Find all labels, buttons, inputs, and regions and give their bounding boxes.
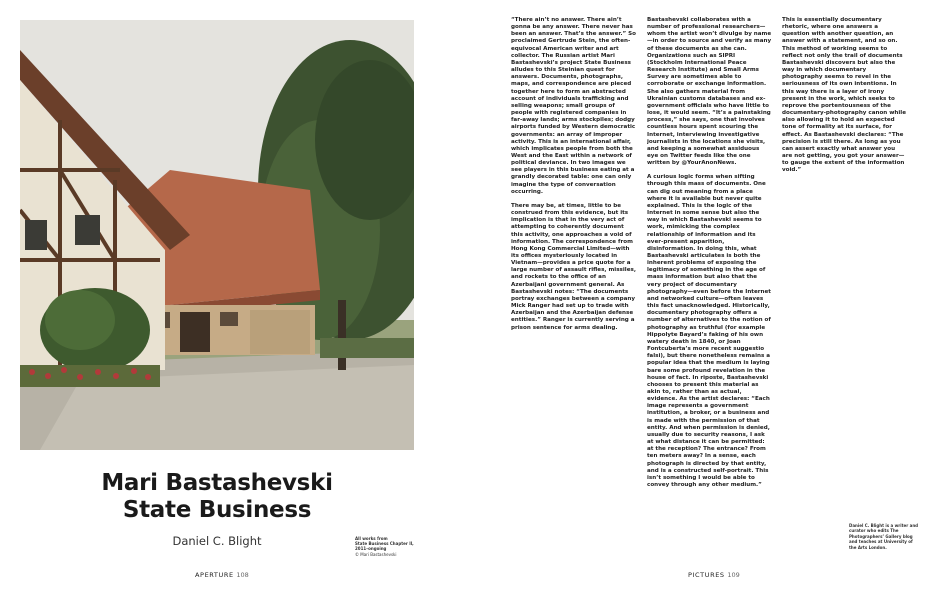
page-number: 109 xyxy=(727,571,740,579)
caption-copyright: © Mari Bastashevski xyxy=(355,551,397,557)
caption-line: 2011–ongoing xyxy=(355,546,387,552)
paragraph: A curious logic forms when sifting through this mass of documents. One can dig out meaning from a place where it is available but never quite explained. This is the logic of the Internet in some sense but also the way in which Bastashevski seems to work, mimicking the complex relationship of information and its ever-present apparition, disinformation. In doing this, what Bastashevski articulates is both the inherent problems of exposing the legitimacy of something in the age of mass information but also that the very project of documentary photography—even before the Internet and networked culture—often leaves this fact unacknowledged. Historically, documentary photography offers a number of alternatives to the notion of photography as truthful (for example Hippolyte Bayard’s faking of his own watery death in 1840, or Joan Fontcuberta’s more recent suggestio falsi), but there nonetheless remains a popular idea that the medium is laying bare some profound revelation in the house of fact. In riposte, Bastashevski chooses to present this material as akin to, rather than as actual, evidence. As the artist declares: “Each image represents a government institution, a broker, or a business and is made with the permission of that entity. And when permission is denied, usually due to security reasons, I ask at what distance it can be permitted: at the reception? The entrance? From ten meters away? In a sense, each photograph is directed by that entity, and is a constructed self-portrait. This isn’t something I would be able to convey through any other medium.” xyxy=(647,174,771,488)
author-byline: Daniel C. Blight xyxy=(172,534,262,548)
title-line-project: State Business xyxy=(122,497,312,523)
photo-caption xyxy=(355,536,455,557)
text-column-1 xyxy=(511,17,636,387)
folio-right xyxy=(688,571,740,579)
paragraph: Bastashevski collaborates with a number of professional researchers—whom the artist won’t divulge by name—in order to source and verify as many of these documents as she can. Organizations such as SIPRI (Stockholm International Peace Research Institute) and Small Arms Survey are sometimes able to corroborate or exchange information. She also gathers material from Ukrainian customs databases and ex-government officials who have little to lose, it would seem. “It’s a painstaking process,” she says, one that involves countless hours spent scouring the Internet, interviewing investigative journalists in the locations she visits, and keeping a somewhat assiduous eye on Twitter feeds like the one written by @YourAnonNews. xyxy=(647,17,772,167)
caption-line: State Business Chapter II, xyxy=(355,541,414,547)
paragraph: “There ain’t no answer. There ain’t gonna be any answer. There never has been an answer. That’s the answer.” So proclaimed Gertrude Stein, the often-equivocal American writer and art collector. The Russian artist Mari Bastashevski’s project State Business alludes to this Steinian quest for answers. Documents, photographs, maps, and correspondence are pieced together here to form an abstracted account of individuals trafficking and selling weapons; small groups of people with registered companies in far-away lands; arms stockpiles; dodgy airports funded by Western democratic governments: an array of improper activity. This is an international affair, which implicates people from both the West and the East within a network of political deviance. In two images we see players in this business eating at a grandly decorated table: one can only imagine the type of conversation occurring. xyxy=(511,17,636,195)
author-bio: Daniel C. Blight is a writer and curator who edits The Photographers’ Gallery blog and teaches at University of the Arts London. xyxy=(849,523,919,550)
farmhouse-photograph-image xyxy=(20,20,414,450)
text-column-2 xyxy=(647,17,772,537)
right-page xyxy=(463,0,926,600)
farmhouse-photograph xyxy=(20,20,414,450)
title-line-artist: Mari Bastashevski xyxy=(101,470,333,496)
paragraph: There may be, at times, little to be construed from this evidence, but its implication is that in the very act of attempting to coherently document this activity, one approaches a void of information. The correspondence from Hong Kong Commercial Limited—with its offices mysteriously located in Vietnam—provides a price quote for a large number of assault rifles, missiles, and rockets to the office of an Azerbaijani government general. As Bastashevski notes: “The documents portray exchanges between a company Mick Ranger had set up to trade with Azerbaijan and the Azerbaijan defense entities.” Ranger is currently serving a prison sentence for arms dealing. xyxy=(511,202,636,331)
folio-left xyxy=(195,571,249,579)
article-title xyxy=(20,470,414,524)
folio-label: APERTURE xyxy=(195,571,234,579)
text-column-3 xyxy=(782,17,907,192)
caption-line: All works from xyxy=(355,536,388,541)
folio-label: PICTURES xyxy=(688,571,725,579)
page-number: 108 xyxy=(236,571,249,579)
paragraph: This is essentially documentary rhetoric, where one answers a question with another question, an answer with a statement, and so on. This method of working seems to reflect not only the trail of documents Bastashevski discovers but also the way in which documentary photography seems to revel in the seriousness of its own intentions. In this way there is a layer of irony present in the work, which seeks to reprove the portentousness of the documentary-photography canon while also allowing it to hold an expected tone of formality at its surface, for effect. As Bastashevski declares: “The precision is still there. As long as you can assert exactly what answer you are not getting, you got your answer—to gauge the extent of the information void.” xyxy=(782,17,907,174)
